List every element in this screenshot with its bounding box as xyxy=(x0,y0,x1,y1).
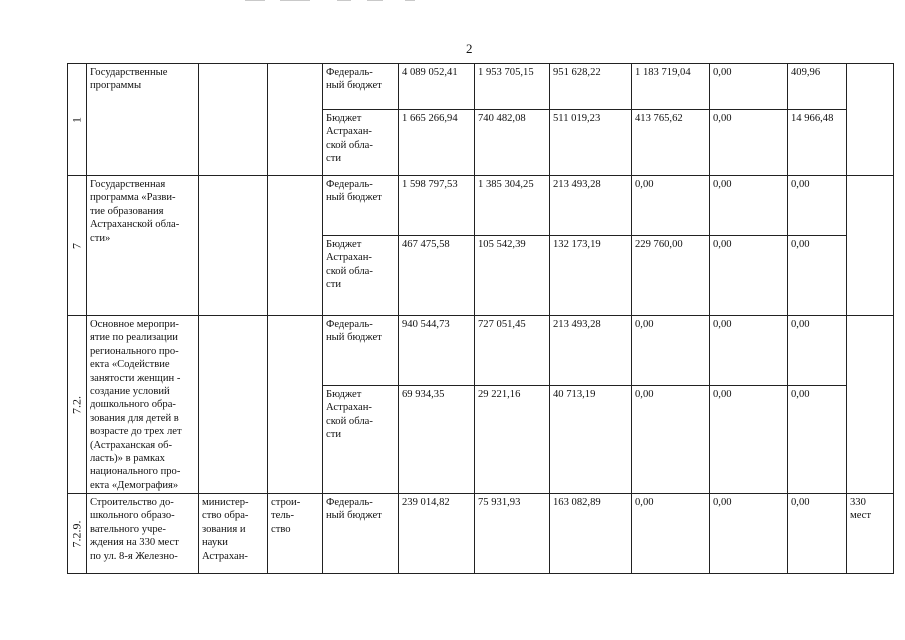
program-name: Государственная программа «Разви- тие образования Астраханской обла- сти» xyxy=(87,176,199,316)
capacity-cell xyxy=(847,64,894,176)
value-cell: 0,00 xyxy=(788,494,847,574)
value-cell: 413 765,62 xyxy=(632,110,710,176)
page-number: 2 xyxy=(466,41,473,56)
work-type-cell xyxy=(268,176,323,316)
executor-cell xyxy=(199,176,268,316)
row-number: 7 xyxy=(68,176,87,316)
value-cell: 0,00 xyxy=(710,236,788,316)
scan-artifacts xyxy=(245,0,425,4)
value-cell: 0,00 xyxy=(788,176,847,236)
program-name: Строительство до- школьного образо- вательного учре- ждения на 330 мест по ул. 8-я Железно- xyxy=(87,494,199,574)
value-cell: 0,00 xyxy=(632,316,710,386)
table-row xyxy=(68,64,894,110)
program-name: Государственные программы xyxy=(87,64,199,176)
funding-source: Бюджет Астрахан- ской обла- сти xyxy=(323,110,399,176)
value-cell: 69 934,35 xyxy=(399,386,475,494)
row-number: 7.2. xyxy=(68,316,87,494)
funding-source: Бюджет Астрахан- ской обла- сти xyxy=(323,386,399,494)
funding-source: Федераль- ный бюджет xyxy=(323,316,399,386)
value-cell: 239 014,82 xyxy=(399,494,475,574)
capacity-cell xyxy=(847,316,894,494)
value-cell: 467 475,58 xyxy=(399,236,475,316)
value-cell: 75 931,93 xyxy=(475,494,550,574)
value-cell: 0,00 xyxy=(788,386,847,494)
value-cell: 1 665 266,94 xyxy=(399,110,475,176)
value-cell: 0,00 xyxy=(710,494,788,574)
value-cell: 0,00 xyxy=(710,176,788,236)
capacity-cell xyxy=(847,176,894,316)
executor-cell xyxy=(199,316,268,494)
value-cell: 4 089 052,41 xyxy=(399,64,475,110)
value-cell: 132 173,19 xyxy=(550,236,632,316)
value-cell: 29 221,16 xyxy=(475,386,550,494)
budget-table xyxy=(67,63,894,574)
executor-cell xyxy=(199,64,268,176)
value-cell: 511 019,23 xyxy=(550,110,632,176)
row-number: 7.2.9. xyxy=(68,494,87,574)
value-cell: 213 493,28 xyxy=(550,316,632,386)
value-cell: 0,00 xyxy=(710,64,788,110)
value-cell: 940 544,73 xyxy=(399,316,475,386)
funding-source: Федераль- ный бюджет xyxy=(323,176,399,236)
value-cell: 1 953 705,15 xyxy=(475,64,550,110)
value-cell: 1 385 304,25 xyxy=(475,176,550,236)
value-cell: 0,00 xyxy=(788,316,847,386)
value-cell: 951 628,22 xyxy=(550,64,632,110)
value-cell: 1 183 719,04 xyxy=(632,64,710,110)
value-cell: 40 713,19 xyxy=(550,386,632,494)
executor-cell: министер- ство обра- зования и науки Астрахан- xyxy=(199,494,268,574)
funding-source: Бюджет Астрахан- ской обла- сти xyxy=(323,236,399,316)
row-number: 1 xyxy=(68,64,87,176)
work-type-cell xyxy=(268,316,323,494)
value-cell: 0,00 xyxy=(632,494,710,574)
funding-source: Федераль- ный бюджет xyxy=(323,64,399,110)
work-type-cell: строи- тель- ство xyxy=(268,494,323,574)
funding-source: Федераль- ный бюджет xyxy=(323,494,399,574)
value-cell: 229 760,00 xyxy=(632,236,710,316)
value-cell: 727 051,45 xyxy=(475,316,550,386)
work-type-cell xyxy=(268,64,323,176)
value-cell: 1 598 797,53 xyxy=(399,176,475,236)
program-name: Основное меропри- ятие по реализации регионального про- екта «Содействие занятости женщин - создание условий дошкольного обра- зования для детей в возрасте до трех лет (Астраханская об- ласть)» в рамках национального про- екта «Демография» xyxy=(87,316,199,494)
table-row xyxy=(68,176,894,236)
value-cell: 0,00 xyxy=(632,386,710,494)
value-cell: 105 542,39 xyxy=(475,236,550,316)
value-cell: 0,00 xyxy=(710,316,788,386)
table-row xyxy=(68,316,894,386)
table-row xyxy=(68,494,894,574)
capacity-cell: 330 мест xyxy=(847,494,894,574)
value-cell: 0,00 xyxy=(710,386,788,494)
value-cell: 163 082,89 xyxy=(550,494,632,574)
value-cell: 0,00 xyxy=(710,110,788,176)
value-cell: 409,96 xyxy=(788,64,847,110)
value-cell: 14 966,48 xyxy=(788,110,847,176)
value-cell: 0,00 xyxy=(788,236,847,316)
value-cell: 740 482,08 xyxy=(475,110,550,176)
value-cell: 0,00 xyxy=(632,176,710,236)
value-cell: 213 493,28 xyxy=(550,176,632,236)
